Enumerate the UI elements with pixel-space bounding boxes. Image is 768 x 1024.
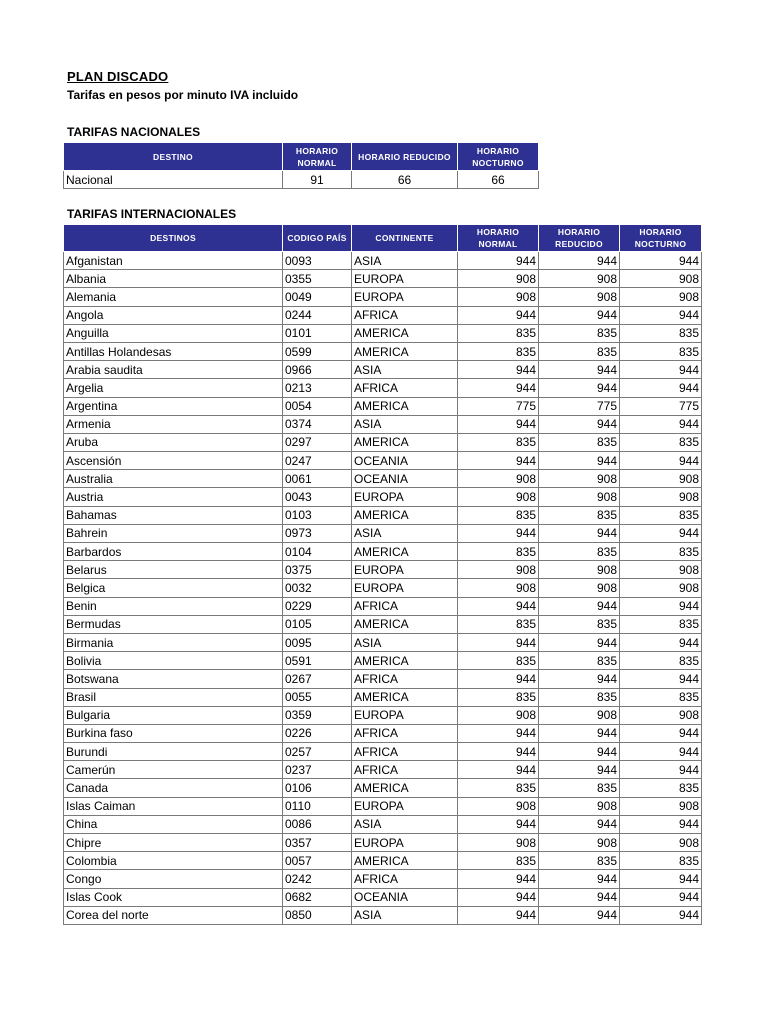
- table-cell: 944: [539, 761, 620, 779]
- table-row: [64, 288, 702, 306]
- table-cell: 944: [620, 415, 702, 433]
- table-cell: 908: [458, 488, 539, 506]
- table-cell: Angola: [64, 306, 283, 324]
- table-row: [64, 506, 702, 524]
- table-cell: OCEANIA: [352, 452, 458, 470]
- table-cell: EUROPA: [352, 834, 458, 852]
- table-cell: Botswana: [64, 670, 283, 688]
- table-cell: 835: [620, 543, 702, 561]
- table-row: [64, 688, 702, 706]
- table-cell: 0101: [283, 324, 352, 342]
- table-cell: 835: [620, 615, 702, 633]
- table-cell: 835: [620, 433, 702, 451]
- table-cell: 944: [539, 888, 620, 906]
- table-cell: AFRICA: [352, 306, 458, 324]
- table-cell: 0850: [283, 906, 352, 924]
- table-cell: 0247: [283, 452, 352, 470]
- table-cell: 0359: [283, 706, 352, 724]
- table-cell: 908: [539, 579, 620, 597]
- table-cell: 908: [539, 470, 620, 488]
- table-cell: EUROPA: [352, 488, 458, 506]
- table-row: [64, 761, 702, 779]
- table-cell: 835: [620, 779, 702, 797]
- table-cell: 835: [458, 506, 539, 524]
- table-cell: AFRICA: [352, 761, 458, 779]
- table-cell: Nacional: [64, 171, 283, 189]
- column-header: CODIGO PAÍS: [283, 225, 352, 252]
- table-cell: 0061: [283, 470, 352, 488]
- table-row: [64, 797, 702, 815]
- table-cell: 908: [620, 470, 702, 488]
- table-cell: EUROPA: [352, 579, 458, 597]
- table-cell: 944: [620, 906, 702, 924]
- table-cell: 944: [620, 379, 702, 397]
- table-cell: 944: [539, 524, 620, 542]
- table-cell: ASIA: [352, 633, 458, 651]
- column-header: HORARIO NOCTURNO: [620, 225, 702, 252]
- table-cell: Argelia: [64, 379, 283, 397]
- table-cell: 944: [620, 670, 702, 688]
- table-cell: 0226: [283, 724, 352, 742]
- section-heading-internacionales: TARIFAS INTERNACIONALES: [67, 207, 237, 221]
- table-cell: Alemania: [64, 288, 283, 306]
- table-cell: 944: [539, 306, 620, 324]
- table-cell: OCEANIA: [352, 470, 458, 488]
- table-cell: EUROPA: [352, 561, 458, 579]
- table-cell: 908: [539, 797, 620, 815]
- table-cell: Belgica: [64, 579, 283, 597]
- column-header: HORARIO REDUCIDO: [539, 225, 620, 252]
- table-cell: 0095: [283, 633, 352, 651]
- table-cell: 944: [458, 633, 539, 651]
- table-cell: 91: [283, 171, 352, 189]
- table-cell: 944: [458, 524, 539, 542]
- table-cell: Aruba: [64, 433, 283, 451]
- table-cell: 835: [620, 324, 702, 342]
- table-cell: Armenia: [64, 415, 283, 433]
- table-cell: 0229: [283, 597, 352, 615]
- table-cell: 835: [539, 543, 620, 561]
- table-cell: 908: [620, 706, 702, 724]
- table-row: [64, 470, 702, 488]
- table-row: [64, 171, 539, 189]
- table-cell: 944: [458, 743, 539, 761]
- column-header: HORARIO NOCTURNO: [458, 143, 539, 171]
- table-cell: 0244: [283, 306, 352, 324]
- table-cell: 0257: [283, 743, 352, 761]
- table-cell: 944: [539, 633, 620, 651]
- table-cell: AMERICA: [352, 433, 458, 451]
- table-cell: 0297: [283, 433, 352, 451]
- table-row: [64, 361, 702, 379]
- table-cell: 944: [539, 906, 620, 924]
- table-cell: 944: [620, 524, 702, 542]
- table-row: [64, 888, 702, 906]
- table-cell: 835: [539, 433, 620, 451]
- table-cell: Benin: [64, 597, 283, 615]
- table-cell: 835: [539, 652, 620, 670]
- table-cell: 835: [539, 688, 620, 706]
- column-header: DESTINO: [64, 143, 283, 171]
- table-cell: 944: [458, 597, 539, 615]
- table-cell: 944: [620, 361, 702, 379]
- table-cell: 908: [458, 834, 539, 852]
- table-cell: 0105: [283, 615, 352, 633]
- table-cell: 835: [620, 688, 702, 706]
- table-cell: Burkina faso: [64, 724, 283, 742]
- table-cell: 0267: [283, 670, 352, 688]
- table-cell: Bermudas: [64, 615, 283, 633]
- table-cell: Bahamas: [64, 506, 283, 524]
- page-subtitle: Tarifas en pesos por minuto IVA incluido: [67, 88, 299, 102]
- table-row: [64, 561, 702, 579]
- table-cell: 0103: [283, 506, 352, 524]
- table-cell: 944: [539, 361, 620, 379]
- tabla-nacionales: [63, 142, 539, 189]
- table-cell: Anguilla: [64, 324, 283, 342]
- table-row: [64, 724, 702, 742]
- table-cell: AMERICA: [352, 543, 458, 561]
- table-cell: ASIA: [352, 524, 458, 542]
- table-cell: 908: [539, 561, 620, 579]
- column-header: HORARIO REDUCIDO: [352, 143, 458, 171]
- table-cell: Albania: [64, 270, 283, 288]
- table-cell: 0110: [283, 797, 352, 815]
- table-cell: 944: [458, 870, 539, 888]
- table-cell: 0043: [283, 488, 352, 506]
- table-cell: 0054: [283, 397, 352, 415]
- table-row: [64, 743, 702, 761]
- table-cell: 944: [620, 252, 702, 270]
- table-cell: EUROPA: [352, 288, 458, 306]
- table-cell: 944: [458, 761, 539, 779]
- table-row: [64, 670, 702, 688]
- table-cell: EUROPA: [352, 797, 458, 815]
- table-cell: 944: [620, 888, 702, 906]
- table-cell: OCEANIA: [352, 888, 458, 906]
- table-cell: 0237: [283, 761, 352, 779]
- table-cell: 908: [620, 288, 702, 306]
- table-cell: 0374: [283, 415, 352, 433]
- table-cell: AFRICA: [352, 743, 458, 761]
- table-cell: 944: [539, 743, 620, 761]
- table-cell: Islas Cook: [64, 888, 283, 906]
- table-cell: Belarus: [64, 561, 283, 579]
- table-cell: 944: [620, 815, 702, 833]
- table-cell: 835: [458, 324, 539, 342]
- table-row: [64, 524, 702, 542]
- table-row: [64, 324, 702, 342]
- table-cell: 0106: [283, 779, 352, 797]
- table-cell: 835: [458, 342, 539, 360]
- table-cell: AFRICA: [352, 724, 458, 742]
- table-cell: 0104: [283, 543, 352, 561]
- table-cell: 775: [458, 397, 539, 415]
- table-cell: Bulgaria: [64, 706, 283, 724]
- table-cell: 835: [620, 852, 702, 870]
- table-row: [64, 579, 702, 597]
- table-cell: Australia: [64, 470, 283, 488]
- table-cell: 908: [620, 834, 702, 852]
- table-cell: 0682: [283, 888, 352, 906]
- table-cell: Colombia: [64, 852, 283, 870]
- table-cell: AMERICA: [352, 852, 458, 870]
- table-row: [64, 488, 702, 506]
- table-cell: 944: [620, 597, 702, 615]
- table-cell: 835: [458, 543, 539, 561]
- table-row: [64, 252, 702, 270]
- table-cell: 0086: [283, 815, 352, 833]
- table-cell: ASIA: [352, 252, 458, 270]
- section-heading-nacionales: TARIFAS NACIONALES: [67, 125, 201, 139]
- table-cell: Brasil: [64, 688, 283, 706]
- table-row: [64, 597, 702, 615]
- table-row: [64, 852, 702, 870]
- table-cell: 835: [539, 506, 620, 524]
- table-cell: 944: [539, 597, 620, 615]
- table-row: [64, 906, 702, 924]
- table-cell: 908: [458, 797, 539, 815]
- table-row: [64, 342, 702, 360]
- table-cell: 944: [539, 452, 620, 470]
- table-cell: 0093: [283, 252, 352, 270]
- table-cell: 0057: [283, 852, 352, 870]
- table-cell: 0599: [283, 342, 352, 360]
- table-cell: 908: [620, 797, 702, 815]
- table-cell: Barbardos: [64, 543, 283, 561]
- table-row: [64, 706, 702, 724]
- table-cell: Austria: [64, 488, 283, 506]
- table-cell: 908: [539, 834, 620, 852]
- table-cell: EUROPA: [352, 270, 458, 288]
- table-cell: 908: [458, 706, 539, 724]
- tabla-internacionales: [63, 224, 702, 925]
- table-cell: 944: [458, 724, 539, 742]
- table-cell: 775: [539, 397, 620, 415]
- table-cell: Camerún: [64, 761, 283, 779]
- table-cell: EUROPA: [352, 706, 458, 724]
- table-row: [64, 452, 702, 470]
- table-cell: ASIA: [352, 415, 458, 433]
- table-cell: 944: [620, 633, 702, 651]
- table-row: [64, 415, 702, 433]
- table-cell: 944: [458, 452, 539, 470]
- column-header: HORARIO NORMAL: [283, 143, 352, 171]
- table-cell: 835: [539, 779, 620, 797]
- table-row: [64, 270, 702, 288]
- table-cell: 944: [458, 379, 539, 397]
- page-title: PLAN DISCADO: [67, 69, 169, 84]
- table-cell: 0242: [283, 870, 352, 888]
- table-cell: 66: [352, 171, 458, 189]
- column-header: HORARIO NORMAL: [458, 225, 539, 252]
- table-cell: 835: [458, 688, 539, 706]
- table-cell: AFRICA: [352, 379, 458, 397]
- table-cell: 835: [539, 324, 620, 342]
- table-row: [64, 543, 702, 561]
- table-cell: Burundi: [64, 743, 283, 761]
- table-cell: 908: [458, 288, 539, 306]
- table-cell: 0355: [283, 270, 352, 288]
- table-cell: 908: [458, 270, 539, 288]
- table-cell: 908: [620, 579, 702, 597]
- table-cell: 908: [620, 488, 702, 506]
- table-cell: 0049: [283, 288, 352, 306]
- table-cell: 908: [539, 706, 620, 724]
- table-cell: 0973: [283, 524, 352, 542]
- table-cell: 944: [458, 888, 539, 906]
- table-cell: 0591: [283, 652, 352, 670]
- table-cell: AMERICA: [352, 688, 458, 706]
- table-cell: AMERICA: [352, 397, 458, 415]
- table-cell: 944: [458, 670, 539, 688]
- table-cell: ASIA: [352, 361, 458, 379]
- table-cell: 0055: [283, 688, 352, 706]
- table-cell: Canada: [64, 779, 283, 797]
- table-cell: Birmania: [64, 633, 283, 651]
- table-cell: 944: [539, 724, 620, 742]
- table-cell: 775: [620, 397, 702, 415]
- table-cell: Arabia saudita: [64, 361, 283, 379]
- table-cell: 835: [539, 852, 620, 870]
- table-cell: 835: [539, 615, 620, 633]
- table-cell: 908: [458, 579, 539, 597]
- table-cell: 908: [539, 488, 620, 506]
- table-row: [64, 615, 702, 633]
- table-cell: 944: [620, 306, 702, 324]
- table-cell: 835: [620, 652, 702, 670]
- table-cell: 944: [458, 906, 539, 924]
- table-cell: Corea del norte: [64, 906, 283, 924]
- table-cell: ASIA: [352, 815, 458, 833]
- table-cell: 0213: [283, 379, 352, 397]
- table-cell: 908: [620, 561, 702, 579]
- table-cell: AMERICA: [352, 652, 458, 670]
- table-cell: Ascensión: [64, 452, 283, 470]
- table-cell: 66: [458, 171, 539, 189]
- table-cell: Chipre: [64, 834, 283, 852]
- table-cell: AFRICA: [352, 870, 458, 888]
- table-cell: 908: [620, 270, 702, 288]
- column-header: DESTINOS: [64, 225, 283, 252]
- table-cell: AFRICA: [352, 670, 458, 688]
- table-row: [64, 433, 702, 451]
- table-cell: 944: [620, 761, 702, 779]
- table-cell: 944: [620, 870, 702, 888]
- table-cell: Islas Caiman: [64, 797, 283, 815]
- table-cell: AMERICA: [352, 342, 458, 360]
- table-cell: AMERICA: [352, 615, 458, 633]
- table-cell: 835: [458, 652, 539, 670]
- table-cell: 835: [458, 779, 539, 797]
- table-row: [64, 815, 702, 833]
- table-cell: 944: [458, 306, 539, 324]
- table-cell: 908: [539, 270, 620, 288]
- table-cell: ASIA: [352, 906, 458, 924]
- table-cell: Bolivia: [64, 652, 283, 670]
- table-row: [64, 834, 702, 852]
- table-cell: AFRICA: [352, 597, 458, 615]
- table-cell: 835: [620, 506, 702, 524]
- table-cell: AMERICA: [352, 506, 458, 524]
- table-cell: 908: [458, 561, 539, 579]
- table-cell: 944: [539, 870, 620, 888]
- table-cell: 835: [620, 342, 702, 360]
- table-row: [64, 633, 702, 651]
- table-cell: Argentina: [64, 397, 283, 415]
- table-cell: 944: [458, 415, 539, 433]
- table-cell: 944: [539, 379, 620, 397]
- table-row: [64, 306, 702, 324]
- table-cell: 835: [458, 433, 539, 451]
- table-cell: 944: [458, 252, 539, 270]
- table-cell: 835: [539, 342, 620, 360]
- table-cell: 908: [458, 470, 539, 488]
- table-cell: 0357: [283, 834, 352, 852]
- column-header: CONTINENTE: [352, 225, 458, 252]
- table-cell: AMERICA: [352, 324, 458, 342]
- table-cell: 944: [539, 415, 620, 433]
- table-cell: 908: [539, 288, 620, 306]
- table-cell: Antillas Holandesas: [64, 342, 283, 360]
- table-cell: 944: [620, 743, 702, 761]
- table-row: [64, 779, 702, 797]
- table-row: [64, 652, 702, 670]
- table-cell: China: [64, 815, 283, 833]
- table-cell: AMERICA: [352, 779, 458, 797]
- table-cell: 0032: [283, 579, 352, 597]
- table-cell: 944: [620, 724, 702, 742]
- table-cell: Afganistan: [64, 252, 283, 270]
- table-cell: 0966: [283, 361, 352, 379]
- table-cell: 944: [539, 670, 620, 688]
- table-cell: 944: [539, 815, 620, 833]
- table-cell: 944: [539, 252, 620, 270]
- table-cell: 835: [458, 852, 539, 870]
- table-cell: 944: [458, 361, 539, 379]
- table-cell: Congo: [64, 870, 283, 888]
- table-cell: 0375: [283, 561, 352, 579]
- table-cell: 944: [620, 452, 702, 470]
- table-row: [64, 870, 702, 888]
- table-row: [64, 397, 702, 415]
- table-row: [64, 379, 702, 397]
- table-cell: 944: [458, 815, 539, 833]
- table-cell: Bahrein: [64, 524, 283, 542]
- table-cell: 835: [458, 615, 539, 633]
